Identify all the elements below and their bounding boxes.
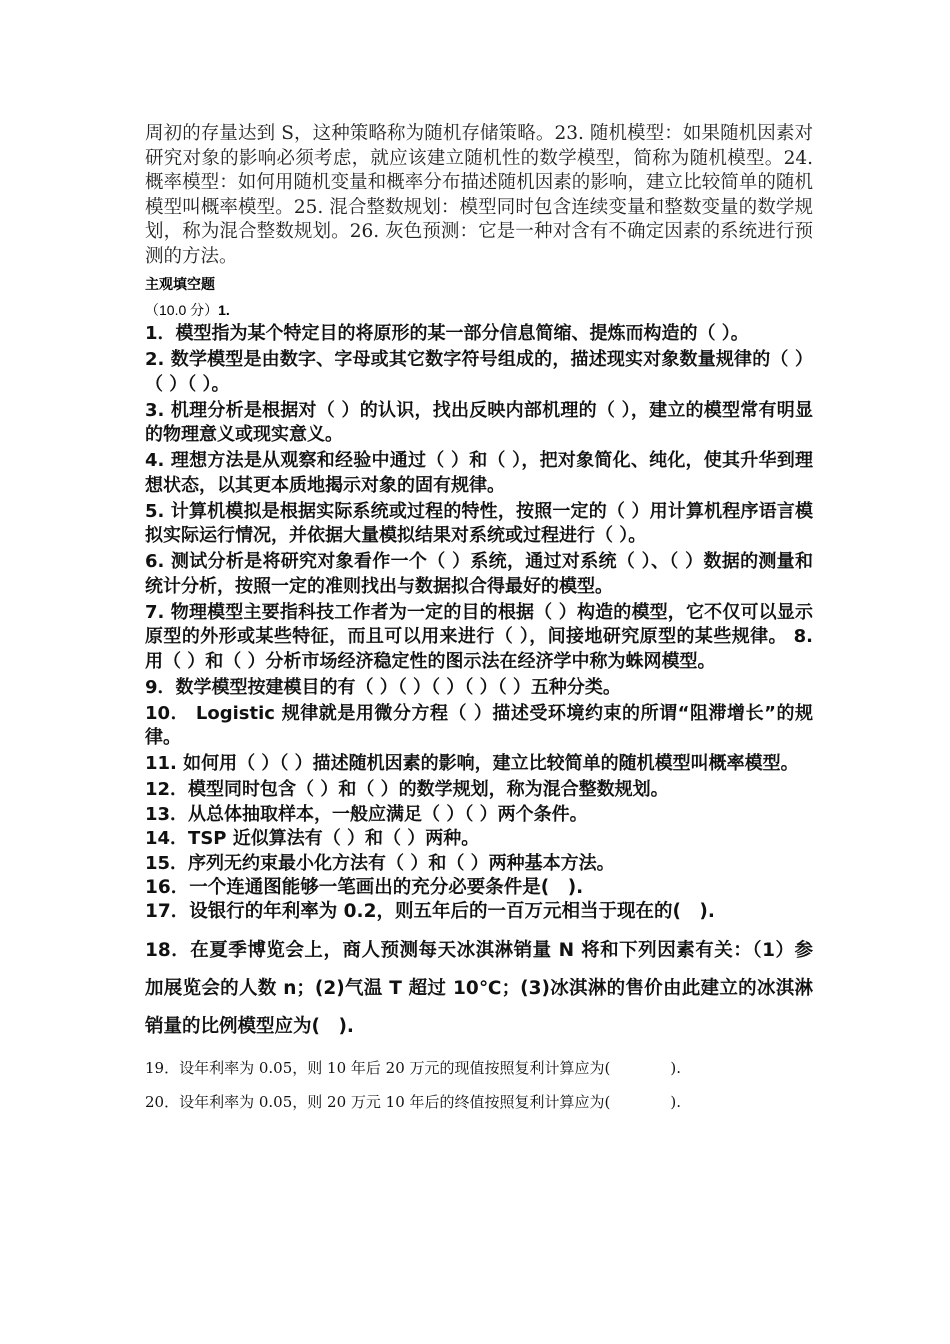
section-title: 主观填空题 [145,276,215,292]
question-10: 10． Logistic 规律就是用微分方程（ ）描述受环境约束的所谓“阻滞增长”的规律。 [145,702,813,748]
section-score [145,300,230,320]
question-3: 3. 机理分析是根据对（ ）的认识，找出反映内部机理的（ ），建立的模型常有明显的物理意义或现实意义。 [145,399,813,445]
question-19: 19．设年利率为 0.05，则 10 年后 20 万元的现值按照复利计算应为( ). [145,1059,681,1077]
question-5: 5. 计算机模拟是根据实际系统或过程的特性，按照一定的（ ）用计算机程序语言模拟实际运行情况，并依据大量模拟结果对系统或过程进行（ ）。 [145,500,813,546]
question-18: 18．在夏季博览会上，商人预测每天冰淇淋销量 N 将和下列因素有关：（1）参加展览会的人数 n；(2)气温 T 超过 10℃；(3)冰淇淋的售价由此建立的冰淇淋销量的比例模型应为( ). [145,940,813,1037]
question-17: 17．设银行的年利率为 0.2，则五年后的一百万元相当于现在的( ). [145,901,715,922]
question-20: 20．设年利率为 0.05，则 20 万元 10 年后的终值按照复利计算应为( ). [145,1093,681,1111]
question-2: 2. 数学模型是由数字、字母或其它数字符号组成的，描述现实对象数量规律的（ ）（ ）（ ）。 [145,349,813,395]
question-15: 15．序列无约束最小化方法有（ ）和（ ）两种基本方法。 [145,852,615,874]
question-12: 12．模型同时包含（ ）和（ ）的数学规划，称为混合整数规划。 [145,779,669,800]
score-number: 1. [218,302,230,318]
question-16: 16．一个连通图能够一笔画出的充分必要条件是( ). [145,877,584,898]
question-4: 4. 理想方法是从观察和经验中通过（ ）和（ ），把对象简化、纯化，使其升华到理想状态，以其更本质地揭示对象的固有规律。 [145,450,813,496]
score-prefix: （10.0 分） [145,302,219,318]
question-6: 6. 测试分析是将研究对象看作一个（ ）系统，通过对系统（ ）、（ ）数据的测量和统计分析，按照一定的准则找出与数据拟合得最好的模型。 [145,551,813,597]
question-14: 14．TSP 近似算法有（ ）和（ ）两种。 [145,828,480,849]
question-7-8: 7. 物理模型主要指科技工作者为一定的目的根据（ ）构造的模型，它不仅可以显示原型的外形或某些特征，而且可以用来进行（ ），间接地研究原型的某些规律。 8. 用（ ）和（ ）分析市场经济稳定性的图示法在经济学中称为蛛网模型。 [145,601,813,672]
question-list [145,322,813,1112]
question-11: 11. 如何用（ ）（ ）描述随机因素的影响，建立比较简单的随机模型叫概率模型。 [145,753,799,774]
question-9: 9．数学模型按建模目的有（ ）（ ）（ ）（ ）（ ）五种分类。 [145,676,621,698]
intro-paragraph: 周初的存量达到 S，这种策略称为随机存储策略。23. 随机模型：如果随机因素对研究对象的影响必须考虑，就应该建立随机性的数学模型，简称为随机模型。24. 概率模型：如何用随机变量和概率分布描述随机因素的影响，建立比较简单的随机模型叫概率模型。25. 混合整数规划：模型同时包含连续变量和整数变量的数学规划，称为混合整数规划。26. 灰色预测：它是一种对含有不确定因素的系统进行预测的方法。 [145,123,813,267]
question-13: 13．从总体抽取样本，一般应满足（ ）（ ）两个条件。 [145,803,588,825]
question-1: 1．模型指为某个特定目的将原形的某一部分信息简缩、提炼而构造的（ ）。 [145,323,749,344]
